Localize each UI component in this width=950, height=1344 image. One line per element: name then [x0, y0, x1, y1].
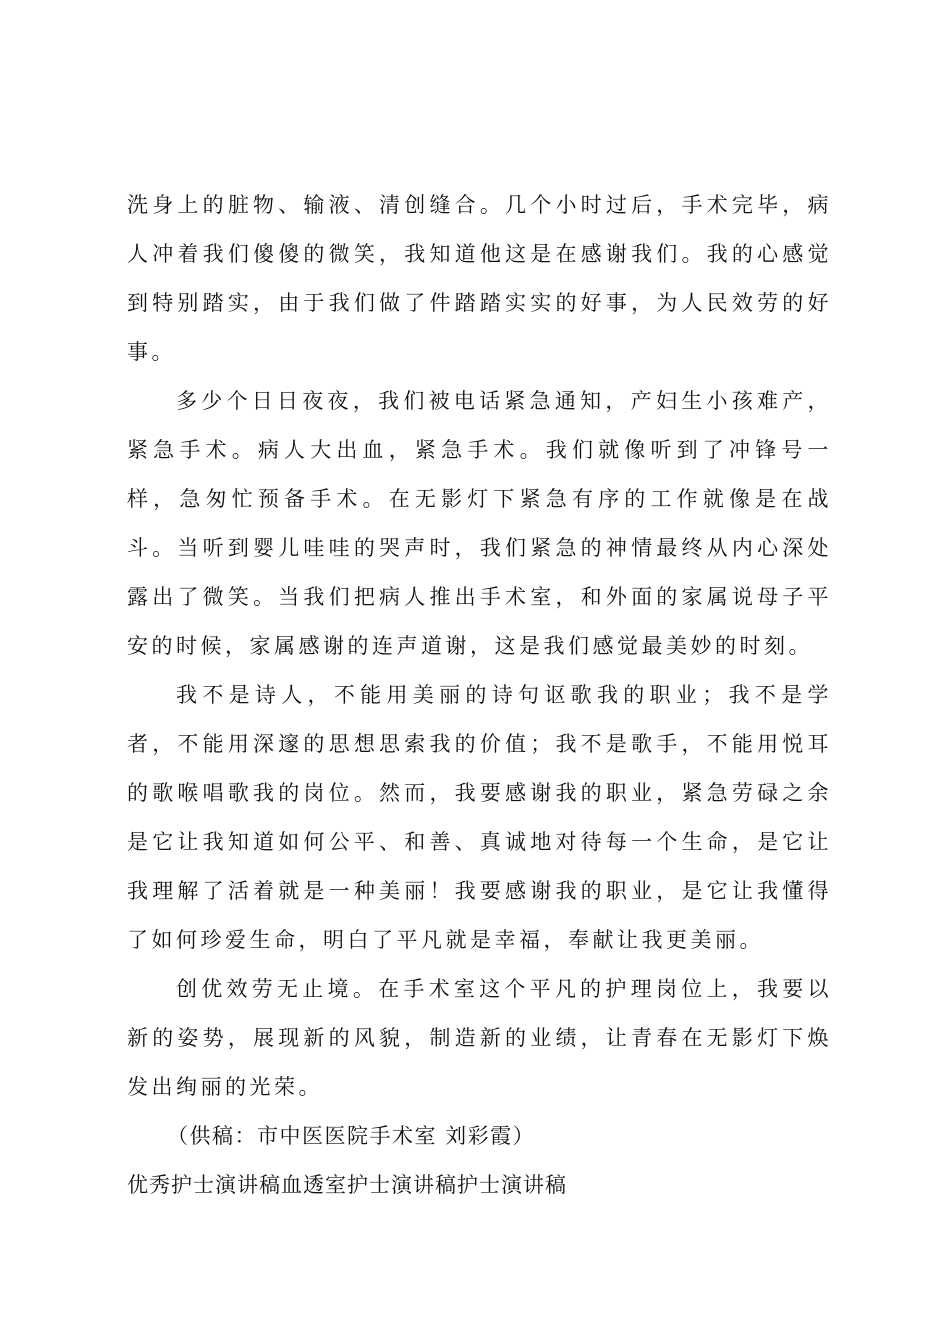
credit-line: （供稿：市中医医院手术室 刘彩霞） [167, 1124, 536, 1148]
paragraph-4: 创优效劳无止境。在手术室这个平凡的护理岗位上，我要以新的姿势，展现新的风貌，制造新的业绩，让青春在无影灯下焕发出绚丽的光荣。 [127, 977, 832, 1099]
footer-title: 优秀护士演讲稿血透室护士演讲稿护士演讲稿 [127, 1173, 567, 1197]
paragraph-2: 多少个日日夜夜，我们被电话紧急通知，产妇生小孩难产，紧急手术。病人大出血，紧急手术。我们就像听到了冲锋号一样，急匆忙预备手术。在无影灯下紧急有序的工作就像是在战斗。当听到婴儿哇哇的哭声时，我们紧急的神情最终从内心深处露出了微笑。当我们把病人推出手术室，和外面的家属说母子平安的时候，家属感谢的连声道谢，这是我们感觉最美妙的时刻。 [127, 389, 832, 658]
paragraph-3: 我不是诗人，不能用美丽的诗句讴歌我的职业；我不是学者，不能用深邃的思想思索我的价值；我不是歌手，不能用悦耳的歌喉唱歌我的岗位。然而，我要感谢我的职业，紧急劳碌之余是它让我知道如何公平、和善、真诚地对待每一个生命，是它让我理解了活着就是一种美丽！我要感谢我的职业，是它让我懂得了如何珍爱生命，明白了平凡就是幸福，奉献让我更美丽。 [127, 683, 832, 952]
document-body [127, 181, 832, 1210]
paragraph-1: 洗身上的脏物、输液、清创缝合。几个小时过后，手术完毕，病人冲着我们傻傻的微笑，我知道他这是在感谢我们。我的心感觉到特别踏实，由于我们做了件踏踏实实的好事，为人民效劳的好事。 [127, 193, 832, 364]
